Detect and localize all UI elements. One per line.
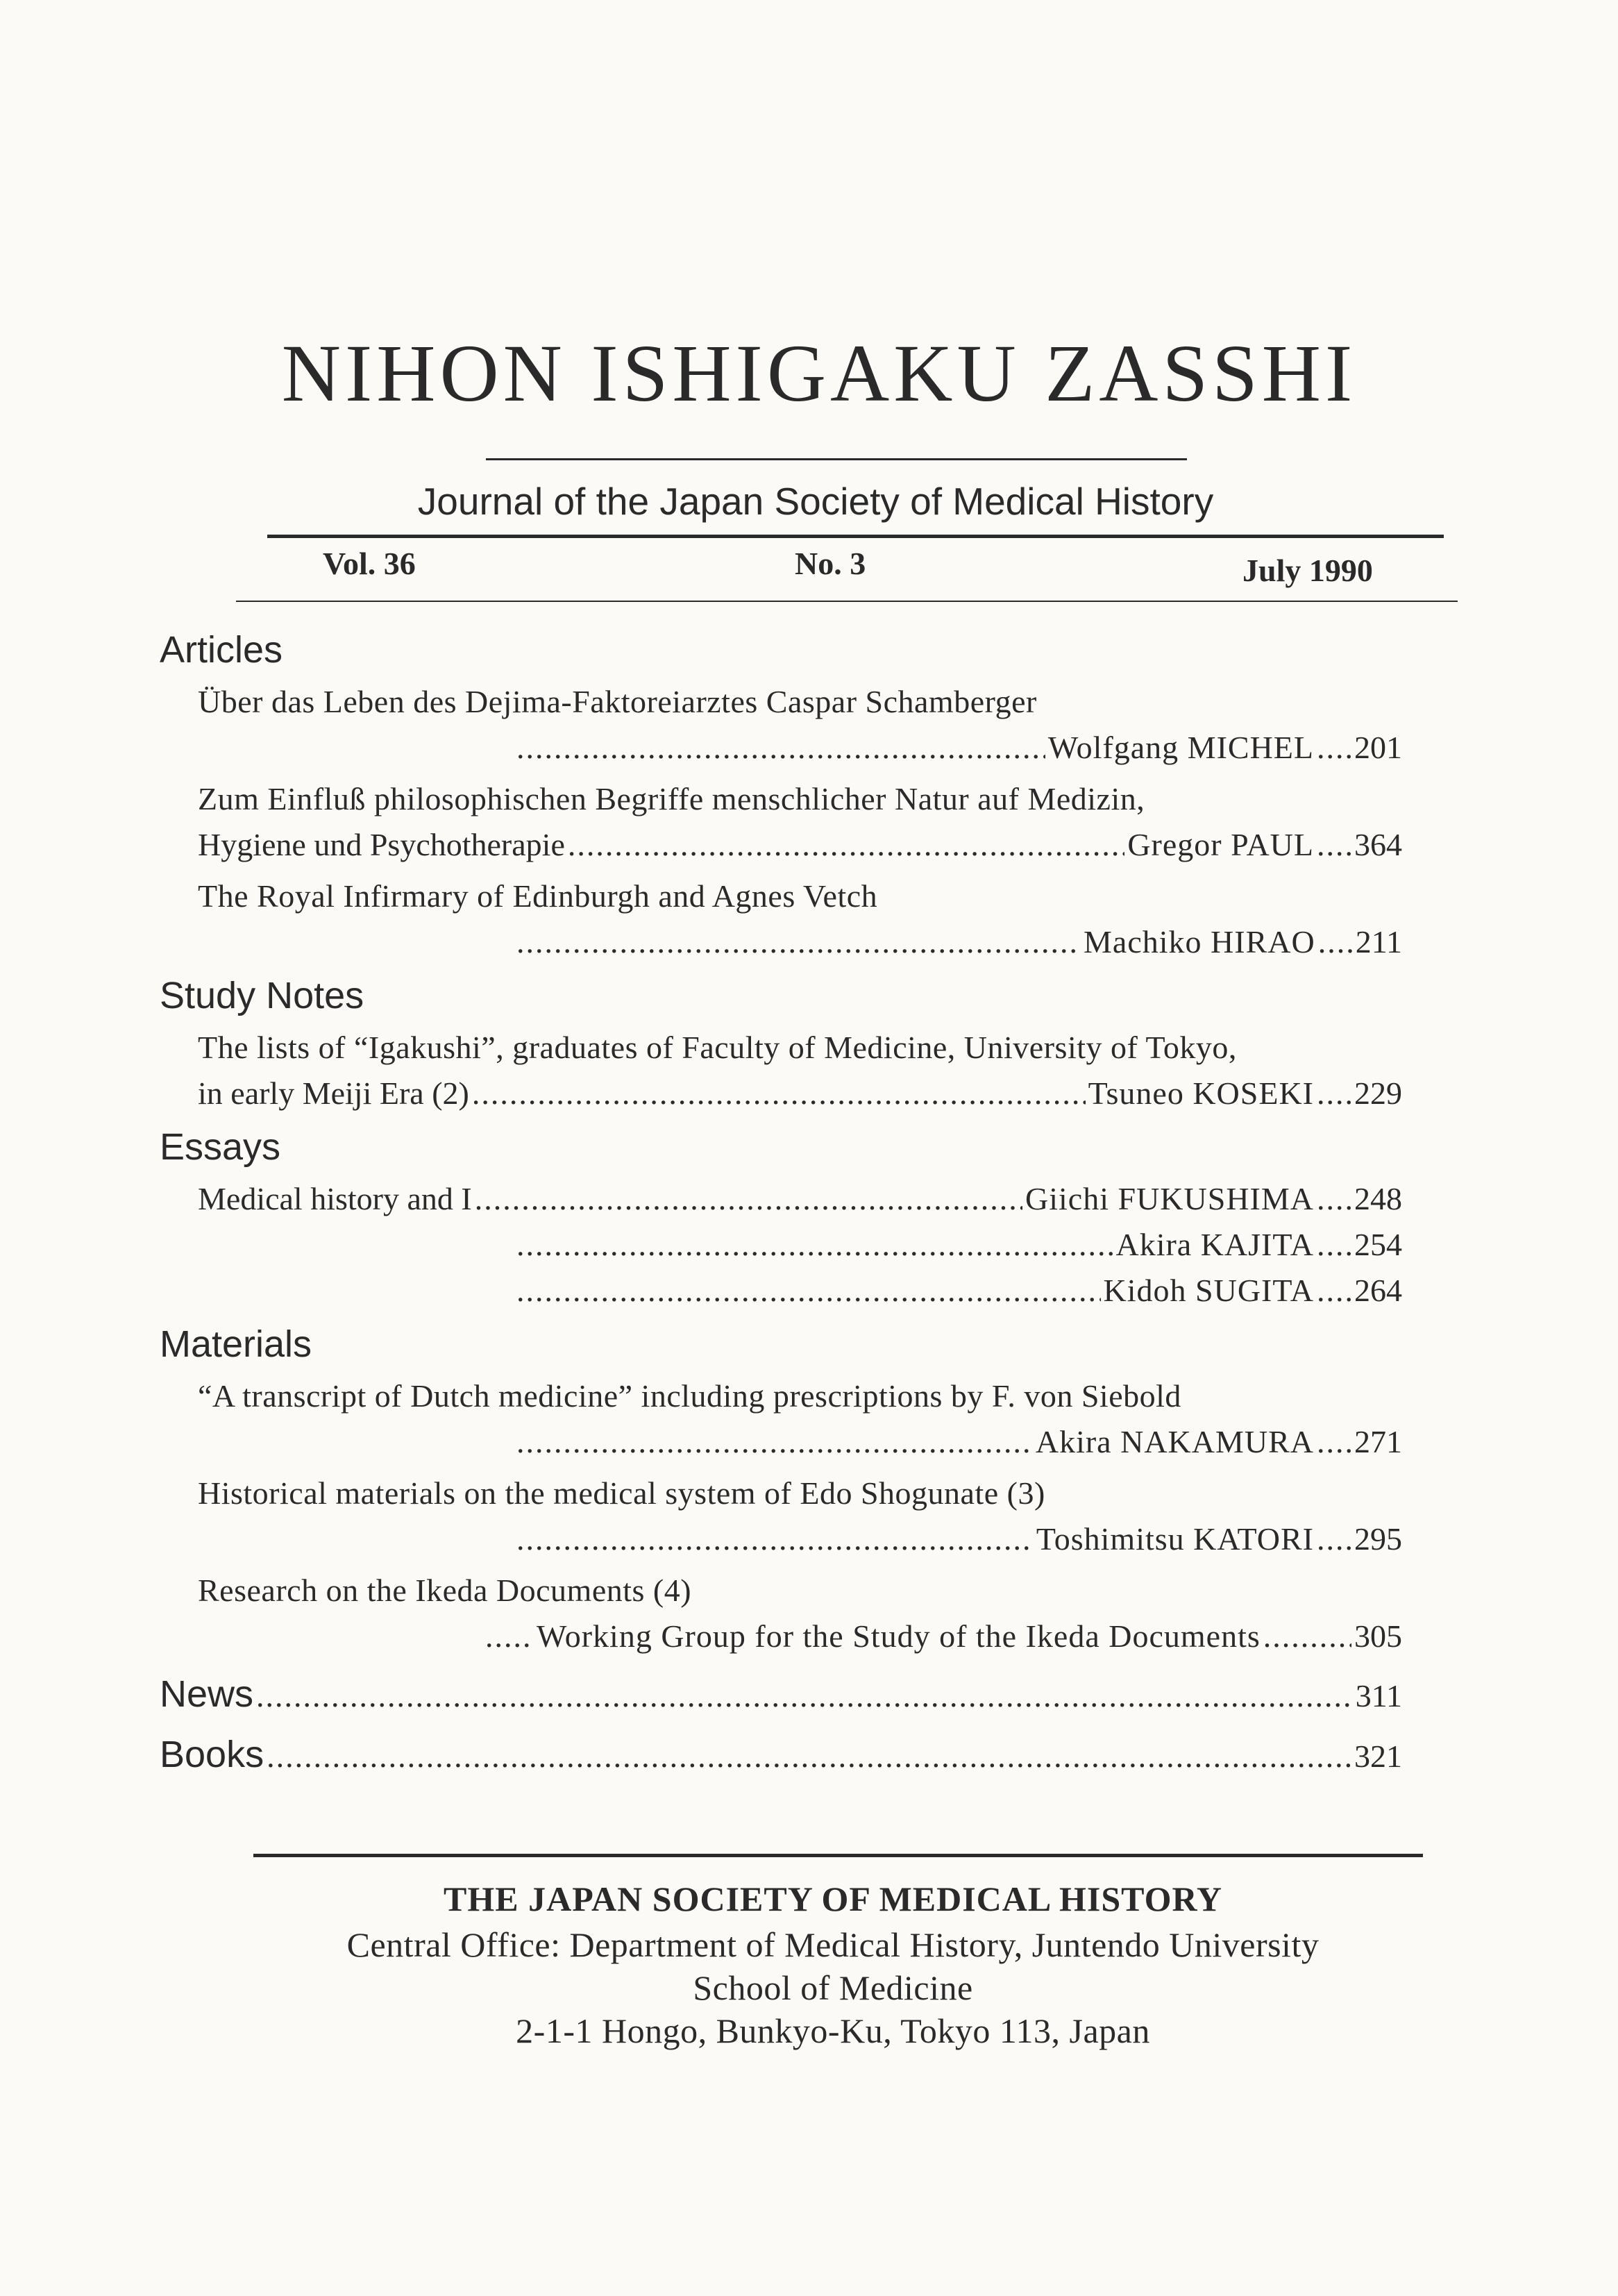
entry-title: Medical history and I	[198, 1181, 472, 1216]
dot-leader	[256, 1667, 1353, 1725]
entry-title: The Royal Infirmary of Edinburgh and Agnes Vetch	[198, 878, 878, 914]
section-books	[160, 1725, 1402, 1786]
dot-leader	[516, 919, 1081, 965]
toc-entry	[198, 1373, 1402, 1465]
dot-leader	[1317, 822, 1351, 868]
dot-leader	[1317, 1268, 1351, 1314]
entry-title: Hygiene und Psychotherapie	[198, 827, 565, 862]
publisher-info	[243, 1875, 1423, 2052]
entry-title: Research on the Ikeda Documents (4)	[198, 1573, 692, 1608]
toc-entry	[198, 679, 1402, 771]
toc-entry	[198, 776, 1402, 868]
section-essays	[160, 1122, 1402, 1314]
dot-leader	[516, 1268, 1101, 1314]
entry-leader	[514, 725, 1402, 771]
entry-author: Working Group for the Study of the Ikeda Documents	[537, 1618, 1261, 1654]
issue-number: No. 3	[795, 546, 866, 581]
dot-leader	[568, 822, 1124, 868]
section-heading: Materials	[160, 1323, 312, 1365]
dot-leader	[1318, 919, 1353, 965]
dot-leader	[1317, 1071, 1351, 1116]
toc-entry	[198, 873, 1402, 965]
entry-page: 295	[1354, 1521, 1402, 1557]
address-line: 2-1-1 Hongo, Bunkyo-Ku, Tokyo 113, Japan	[516, 2011, 1150, 2050]
entry-page: 211	[1355, 924, 1402, 960]
section-heading: Essays	[160, 1126, 281, 1168]
entry-leader	[514, 919, 1402, 965]
section-news	[160, 1665, 1402, 1725]
entry-title: Zum Einfluß philosophischen Begriffe menschlicher Natur auf Medizin,	[198, 781, 1145, 816]
entry-leader	[482, 1614, 1402, 1659]
entry-title: in early Meiji Era (2)	[198, 1075, 469, 1111]
section-study-notes	[160, 971, 1402, 1116]
entry-title: The lists of “Igakushi”, graduates of Faculty of Medicine, University of Tokyo,	[198, 1030, 1237, 1065]
toc-entry	[198, 1025, 1402, 1116]
entry-page: 254	[1354, 1227, 1402, 1262]
society-name: THE JAPAN SOCIETY OF MEDICAL HISTORY	[444, 1879, 1222, 1918]
dot-leader	[1317, 1222, 1351, 1268]
entry-page: 321	[1354, 1738, 1402, 1774]
dot-leader	[267, 1727, 1351, 1786]
section-heading: Articles	[160, 629, 283, 671]
section-articles	[160, 625, 1402, 965]
dot-leader	[1317, 725, 1351, 771]
entry-page: 271	[1354, 1424, 1402, 1459]
dot-leader	[516, 1516, 1034, 1562]
dot-leader	[1317, 1516, 1351, 1562]
entry-leader	[514, 1516, 1402, 1562]
section-materials	[160, 1319, 1402, 1659]
issue-rule	[236, 601, 1458, 602]
toc-entry	[198, 1568, 1402, 1659]
volume-label: Vol. 36	[323, 546, 416, 581]
toc-entry	[198, 1176, 1402, 1314]
entry-leader	[514, 1222, 1402, 1268]
entry-author: Toshimitsu KATORI	[1036, 1521, 1314, 1557]
dot-leader	[475, 1176, 1022, 1222]
entry-leader	[198, 822, 1402, 868]
entry-leader	[514, 1268, 1402, 1314]
entry-page: 229	[1354, 1075, 1402, 1111]
entry-page: 201	[1354, 730, 1402, 765]
dot-leader	[485, 1614, 534, 1659]
dot-leader	[1263, 1614, 1351, 1659]
entry-page: 364	[1354, 827, 1402, 862]
address-line: Central Office: Department of Medical History, Juntendo University	[346, 1925, 1320, 1964]
entry-author: Tsuneo KOSEKI	[1088, 1075, 1314, 1111]
dot-leader	[472, 1071, 1086, 1116]
entry-page: 264	[1354, 1273, 1402, 1308]
dot-leader	[1317, 1419, 1351, 1465]
entry-title: “A transcript of Dutch medicine” including prescriptions by F. von Siebold	[198, 1378, 1181, 1414]
entry-leader	[198, 1071, 1402, 1116]
entry-author: Machiko HIRAO	[1084, 924, 1315, 960]
entry-author: Akira NAKAMURA	[1035, 1424, 1314, 1459]
journal-title: NIHON ISHIGAKU ZASSHI	[281, 328, 1357, 419]
section-heading: Study Notes	[160, 975, 364, 1016]
title-rule	[486, 458, 1187, 460]
entry-page: 311	[1355, 1678, 1402, 1713]
journal-subtitle: Journal of the Japan Society of Medical History	[417, 480, 1214, 523]
entry-author: Gregor PAUL	[1127, 827, 1314, 862]
entry-page: 305	[1354, 1618, 1402, 1654]
dot-leader	[516, 1222, 1113, 1268]
table-of-contents	[160, 625, 1402, 1786]
entry-title: Historical materials on the medical system of Edo Shogunate (3)	[198, 1475, 1045, 1511]
entry-leader	[198, 1176, 1402, 1222]
entry-author: Kidoh SUGITA	[1103, 1273, 1314, 1308]
toc-entry	[198, 1470, 1402, 1562]
entry-author: Wolfgang MICHEL	[1047, 730, 1314, 765]
section-heading: News	[160, 1673, 254, 1715]
entry-page: 248	[1354, 1181, 1402, 1216]
subtitle-rule	[267, 535, 1444, 538]
entry-author: Giichi FUKUSHIMA	[1025, 1181, 1314, 1216]
dot-leader	[1317, 1176, 1351, 1222]
entry-author: Akira KAJITA	[1115, 1227, 1314, 1262]
entry-title: Über das Leben des Dejima-Faktoreiarztes Caspar Schamberger	[198, 684, 1037, 719]
address-line: School of Medicine	[693, 1968, 973, 2007]
dot-leader	[516, 1419, 1033, 1465]
section-heading: Books	[160, 1734, 264, 1775]
issue-date: July 1990	[1242, 553, 1373, 588]
dot-leader	[516, 725, 1045, 771]
entry-leader	[514, 1419, 1402, 1465]
footer-rule	[253, 1854, 1423, 1857]
